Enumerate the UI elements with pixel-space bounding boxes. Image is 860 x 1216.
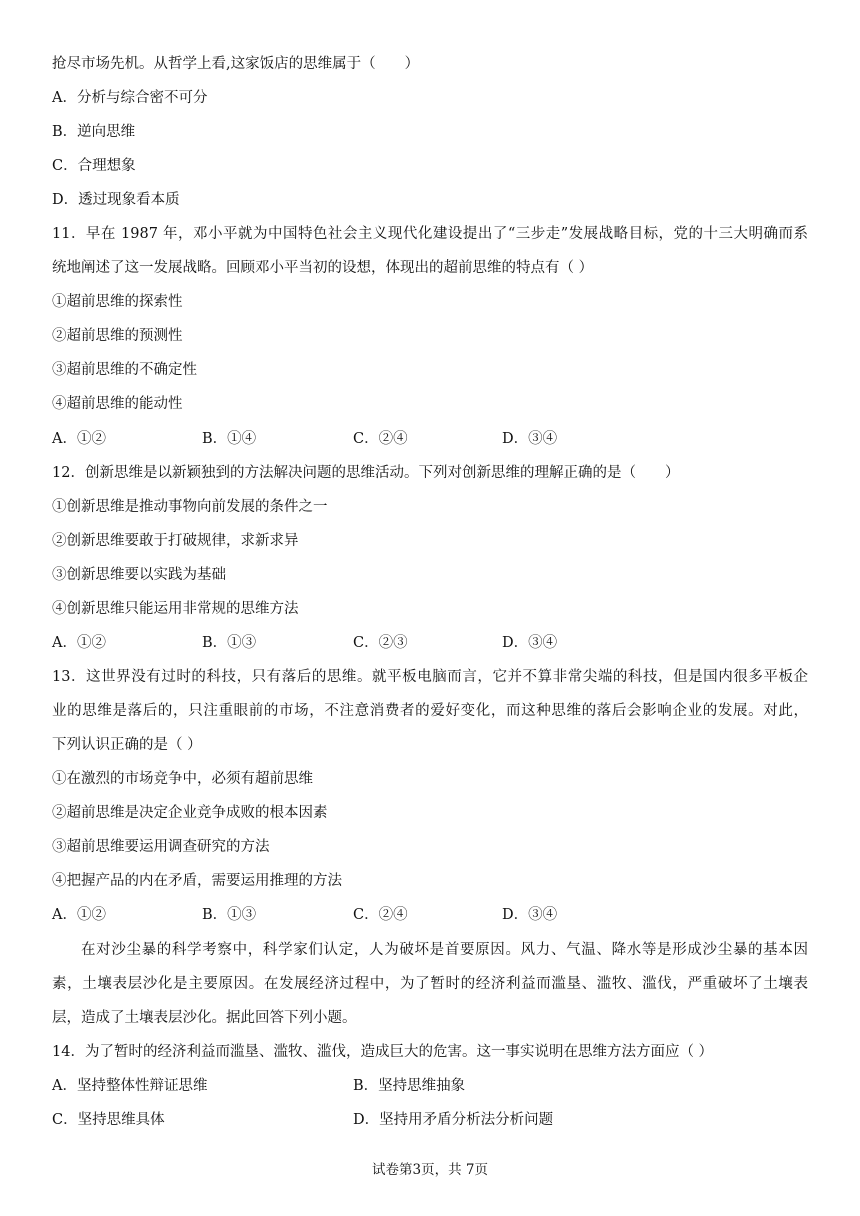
q13-item-1: ①在激烈的市场竞争中，必须有超前思维 [52,771,313,787]
q11-item-3: ③超前思维的不确定性 [52,362,197,378]
q12-option-d: D．③④ [502,635,558,651]
q11-option-c: C．②④ [353,431,408,447]
q12-option-b: B．①③ [202,635,257,651]
q13-stem-line-3: 下列认识正确的是（ ） [52,737,202,753]
q11-option-d: D．③④ [502,431,558,447]
q12-option-a: A．①② [52,635,106,651]
page-footer: 试卷第3页，共 7页 [372,1162,488,1178]
q10-option-c: C．合理想象 [52,158,136,174]
q11-option-a: A．①② [52,431,106,447]
q13-item-4: ④把握产品的内在矛盾，需要运用推理的方法 [52,873,342,889]
q11-stem-line-2: 统地阐述了这一发展战略。回顾邓小平当初的设想，体现出的超前思维的特点有（ ） [52,260,594,276]
q10-option-a: A．分析与综合密不可分 [52,90,208,106]
q11-option-b: B．①④ [202,431,257,447]
q12-item-4: ④创新思维只能运用非常规的思维方法 [52,601,299,617]
q14-stem: 14．为了暂时的经济利益而滥垦、滥牧、滥伐，造成巨大的危害。这一事实说明在思维方法方面应（ ） [52,1044,714,1060]
q14-option-b: B．坚持思维抽象 [353,1078,466,1094]
q13-stem-line-2: 业的思维是落后的，只注重眼前的市场，不注意消费者的爱好变化，而这种思维的落后会影响企业的发展。对此， [52,703,808,719]
q12-item-1: ①创新思维是推动事物向前发展的条件之一 [52,499,328,515]
passage-line-1: 在对沙尘暴的科学考察中，科学家们认定，人为破坏是首要原因。风力、气温、降水等是形成沙尘暴的基本因 [81,942,808,958]
q13-option-d: D．③④ [502,907,558,923]
q14-option-c: C．坚持思维具体 [52,1112,165,1128]
q12-stem: 12．创新思维是以新颖独到的方法解决问题的思维活动。下列对创新思维的理解正确的是（ ） [52,465,680,481]
passage-line-2: 素，土壤表层沙化是主要原因。在发展经济过程中，为了暂时的经济利益而滥垦、滥牧、滥伐，严重破坏了土壤表 [52,976,808,992]
q10-option-d: D．透过现象看本质 [52,192,180,208]
q13-stem-line-1: 13．这世界没有过时的科技，只有落后的思维。就平板电脑而言，它并不算非常尖端的科技，但是国内很多平板企 [52,669,808,685]
q13-item-3: ③超前思维要运用调查研究的方法 [52,839,270,855]
q13-option-c: C．②④ [353,907,408,923]
q10-option-b: B．逆向思维 [52,124,136,140]
q12-item-3: ③创新思维要以实践为基础 [52,567,226,583]
question-10-stem-tail: 抢尽市场先机。从哲学上看,这家饭店的思维属于（ ） [52,56,420,72]
q14-option-a: A．坚持整体性辩证思维 [52,1078,208,1094]
passage-line-3: 层，造成了土壤表层沙化。据此回答下列小题。 [52,1010,357,1026]
q14-option-d: D．坚持用矛盾分析法分析问题 [353,1112,554,1128]
q12-item-2: ②创新思维要敢于打破规律，求新求异 [52,533,299,549]
q13-item-2: ②超前思维是决定企业竞争成败的根本因素 [52,805,328,821]
q11-stem-line-1: 11．早在 1987 年，邓小平就为中国特色社会主义现代化建设提出了“三步走”发展战略目标，党的十三大明确而系 [52,226,808,242]
q12-option-c: C．②③ [353,635,408,651]
q11-item-1: ①超前思维的探索性 [52,294,183,310]
q11-item-4: ④超前思维的能动性 [52,396,183,412]
q13-option-b: B．①③ [202,907,257,923]
q13-option-a: A．①② [52,907,106,923]
q11-item-2: ②超前思维的预测性 [52,328,183,344]
